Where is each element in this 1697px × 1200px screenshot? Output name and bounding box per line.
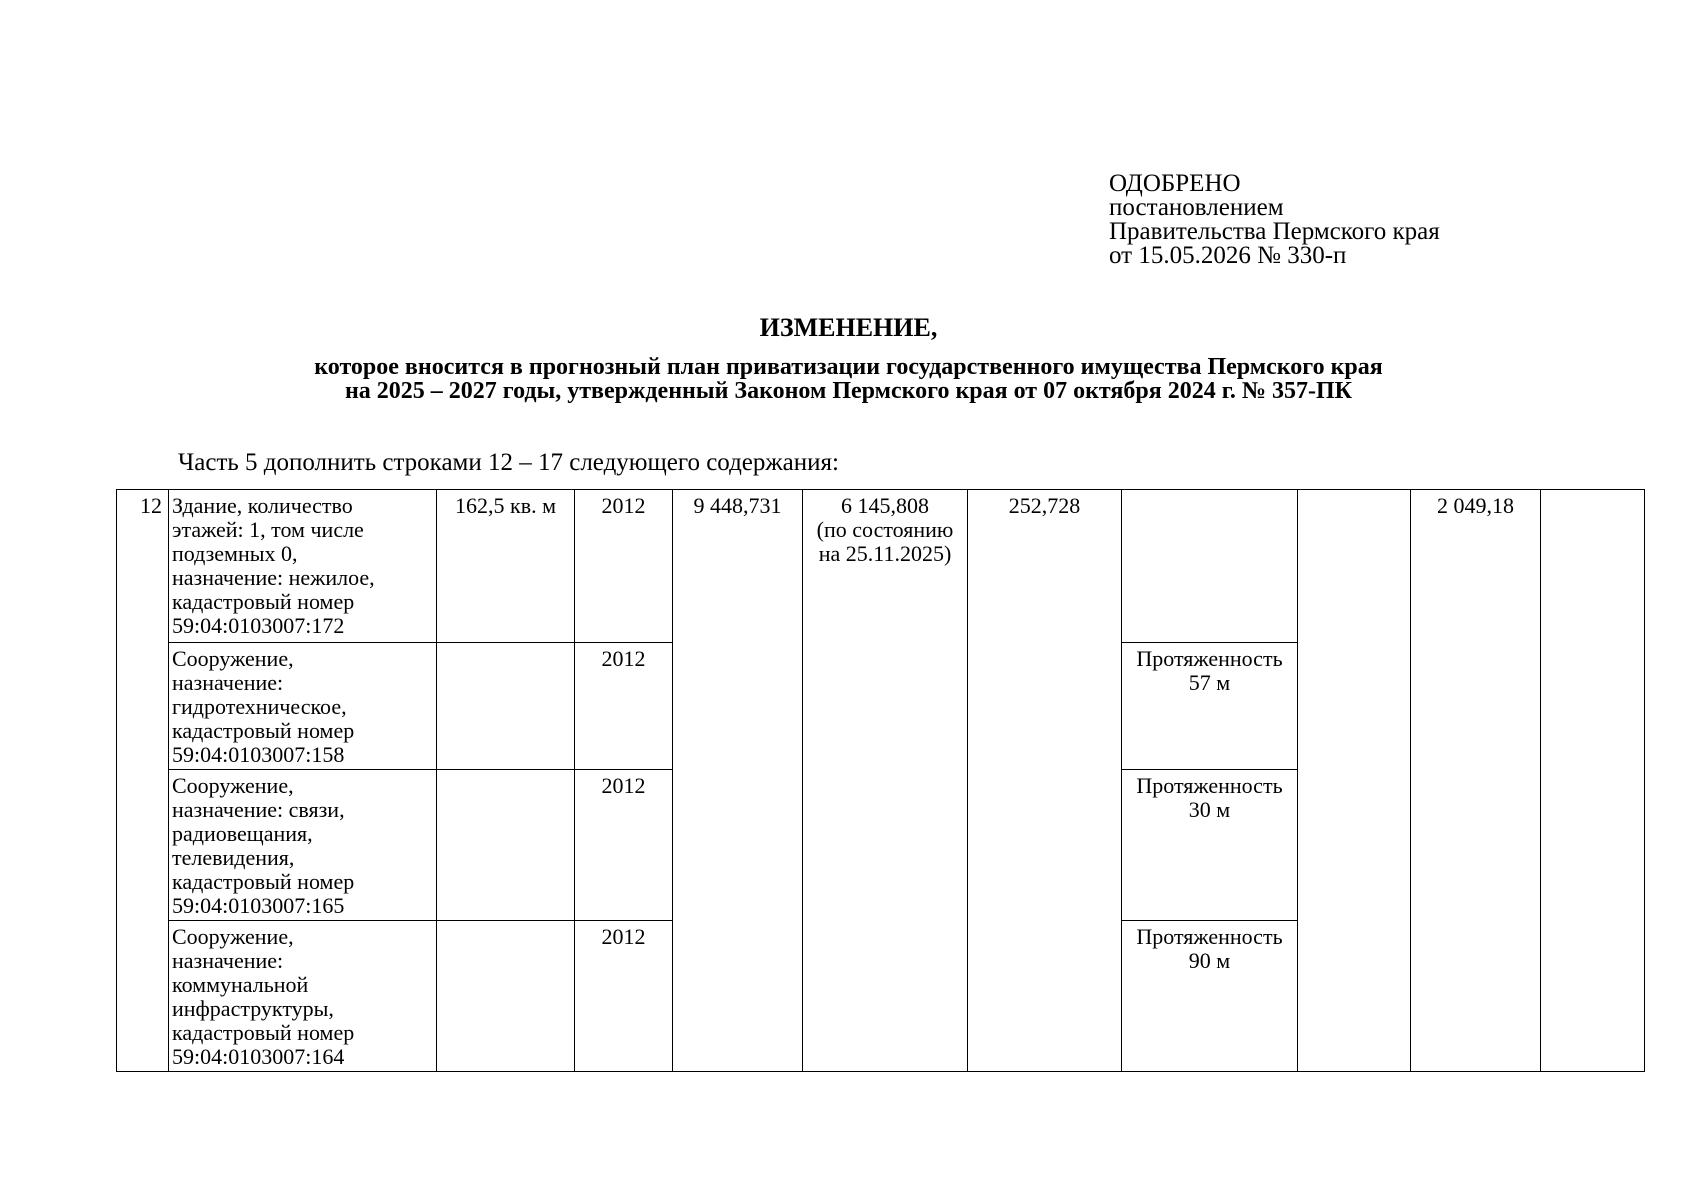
row-number-cell bbox=[117, 490, 169, 1072]
year-value: 2012 bbox=[601, 773, 646, 798]
length-cell bbox=[1122, 643, 1298, 770]
object-description-line: 59:04:0103007:158 bbox=[172, 742, 345, 767]
length-value: 90 м bbox=[1188, 948, 1231, 973]
value-4: 2 049,18 bbox=[1437, 493, 1514, 518]
object-description-line: Сооружение, bbox=[172, 646, 294, 671]
object-description-line: этажей: 1, том числе bbox=[172, 517, 364, 542]
approval-line-1: ОДОБРЕНО bbox=[1109, 170, 1241, 197]
area-cell bbox=[437, 643, 575, 770]
document-subtitle bbox=[0, 355, 1697, 403]
year-value: 2012 bbox=[601, 924, 646, 949]
object-description-cell bbox=[169, 921, 437, 1072]
length-value: 57 м bbox=[1188, 670, 1231, 695]
object-description-line: Здание, количество bbox=[172, 493, 353, 518]
year-cell bbox=[575, 921, 673, 1072]
object-description-line: кадастровый номер bbox=[172, 718, 355, 743]
empty-cell bbox=[1541, 490, 1645, 1072]
value-3-cell bbox=[968, 490, 1122, 1072]
approval-line-4: от 15.05.2026 № 330-п bbox=[1109, 242, 1347, 269]
empty-cell bbox=[1298, 490, 1411, 1072]
object-description-line: назначение: связи, bbox=[172, 797, 345, 822]
object-description-line: радиовещания, bbox=[172, 821, 313, 846]
object-description-line: гидротехническое, bbox=[172, 694, 347, 719]
object-description-line: подземных 0, bbox=[172, 541, 298, 566]
area-cell bbox=[437, 770, 575, 921]
length-cell bbox=[1122, 490, 1298, 643]
object-description-cell bbox=[169, 490, 437, 643]
object-description-line: 59:04:0103007:172 bbox=[172, 613, 345, 638]
subtitle-line-2: на 2025 – 2027 годы, утвержденный Законом Пермского края от 07 октября 2024 г. № 357-ПК bbox=[344, 378, 1353, 404]
year-cell bbox=[575, 770, 673, 921]
length-label: Протяженность bbox=[1136, 924, 1283, 949]
length-label: Протяженность bbox=[1136, 773, 1283, 798]
table-row bbox=[117, 490, 1645, 643]
value-2-line: 6 145,808 bbox=[841, 493, 929, 518]
object-description-line: назначение: bbox=[172, 670, 284, 695]
area-cell bbox=[437, 490, 575, 643]
document-title: ИЗМЕНЕНИЕ, bbox=[759, 313, 938, 342]
length-cell bbox=[1122, 770, 1298, 921]
object-description-line: 59:04:0103007:165 bbox=[172, 893, 345, 918]
approval-stamp bbox=[1109, 172, 1440, 268]
area-value: 162,5 кв. м bbox=[455, 493, 556, 518]
area-cell bbox=[437, 921, 575, 1072]
length-value: 30 м bbox=[1188, 797, 1231, 822]
row-number: 12 bbox=[140, 493, 162, 518]
object-description-line: кадастровый номер bbox=[172, 1020, 355, 1045]
object-description-line: назначение: bbox=[172, 948, 284, 973]
year-cell bbox=[575, 490, 673, 643]
length-cell bbox=[1122, 921, 1298, 1072]
year-value: 2012 bbox=[601, 646, 646, 671]
object-description-line: телевидения, bbox=[172, 845, 295, 870]
value-2-line: (по состоянию bbox=[816, 517, 954, 542]
intro-text: Часть 5 дополнить строками 12 – 17 следующего содержания: bbox=[178, 449, 839, 476]
object-description-line: 59:04:0103007:164 bbox=[172, 1044, 345, 1069]
value-2-line: на 25.11.2025) bbox=[818, 541, 952, 566]
year-value: 2012 bbox=[601, 493, 646, 518]
approval-line-2: постановлением bbox=[1109, 194, 1284, 221]
object-description-line: коммунальной bbox=[172, 972, 309, 997]
year-cell bbox=[575, 643, 673, 770]
value-3: 252,728 bbox=[1008, 493, 1081, 518]
object-description-line: назначение: нежилое, bbox=[172, 565, 375, 590]
object-description-line: кадастровый номер bbox=[172, 869, 355, 894]
object-description-cell bbox=[169, 643, 437, 770]
value-1-cell bbox=[673, 490, 803, 1072]
value-4-cell bbox=[1411, 490, 1541, 1072]
approval-line-3: Правительства Пермского края bbox=[1109, 218, 1440, 245]
object-description-line: кадастровый номер bbox=[172, 589, 355, 614]
length-label: Протяженность bbox=[1136, 646, 1283, 671]
object-description-line: Сооружение, bbox=[172, 924, 294, 949]
value-1: 9 448,731 bbox=[693, 493, 782, 518]
object-description-cell bbox=[169, 770, 437, 921]
object-description-line: Сооружение, bbox=[172, 773, 294, 798]
subtitle-line-1: которое вносится в прогнозный план приватизации государственного имущества Пермского края bbox=[314, 354, 1383, 380]
amendment-table bbox=[116, 489, 1645, 1072]
object-description-line: инфраструктуры, bbox=[172, 996, 334, 1021]
value-2-cell bbox=[803, 490, 968, 1072]
